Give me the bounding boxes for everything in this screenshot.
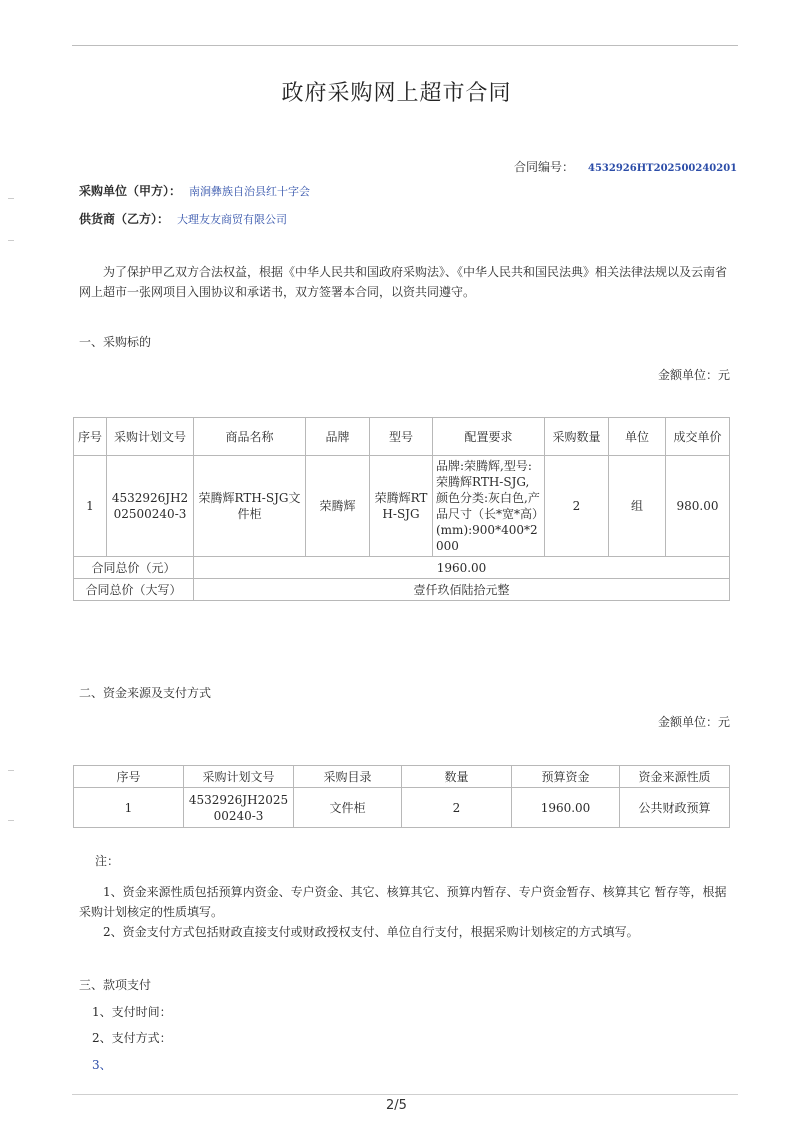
catalog-cell: 文件柜 (294, 788, 402, 828)
header-cell: 商品名称 (194, 418, 306, 456)
contract-number-value: 4532926HT202500240201 (588, 163, 738, 174)
supplier-value: 大理友友商贸有限公司 (177, 213, 288, 226)
qty-cell: 2 (545, 456, 609, 557)
header-cell: 序号 (74, 418, 107, 456)
product-cell: 荣腾辉RTH-SJG文件柜 (194, 456, 306, 557)
source-cell: 公共财政预算 (620, 788, 730, 828)
unit-cell: 组 (609, 456, 666, 557)
header-cell: 型号 (370, 418, 433, 456)
section1-unit: 金额单位：元 (657, 368, 730, 382)
scan-mark (8, 820, 14, 821)
price-cell: 980.00 (666, 456, 730, 557)
total-cn-row (74, 579, 730, 601)
header-cell: 单位 (609, 418, 666, 456)
section2-heading: 二、资金来源及支付方式 (79, 686, 212, 700)
brand-cell: 荣腾辉 (306, 456, 370, 557)
scan-mark (8, 198, 14, 199)
total-label: 合同总价（元） (74, 557, 194, 579)
payment-item-3: 3、 (92, 1058, 112, 1072)
header-cell: 采购数量 (545, 418, 609, 456)
supplier-label: 供货商（乙方）： (79, 212, 170, 226)
top-rule (72, 45, 738, 46)
plan-no-cell: 4532926JH202500240-3 (184, 788, 294, 828)
page-number: 2/5 (386, 1098, 407, 1113)
seq-cell: 1 (74, 788, 184, 828)
payment-time: 1、支付时间： (92, 1005, 172, 1019)
config-cell: 品牌:荣腾辉,型号:荣腾辉RTH-SJG,颜色分类:灰白色,产品尺寸（长*宽*高）(mm):900*400*2000 (433, 456, 545, 557)
goods-table (73, 417, 730, 601)
total-row (74, 557, 730, 579)
header-cell: 配置要求 (433, 418, 545, 456)
header-cell: 采购计划文号 (184, 766, 294, 788)
funding-table (73, 765, 730, 828)
header-cell: 数量 (402, 766, 512, 788)
document-title: 政府采购网上超市合同 (281, 81, 512, 106)
table-row (74, 788, 730, 828)
buyer-value: 南涧彝族自治县红十字会 (189, 185, 311, 198)
note-2: 2、资金支付方式包括财政直接支付或财政授权支付、单位自行支付，根据采购计划核定的方式填写。 (103, 925, 639, 939)
goods-header-row (74, 418, 730, 456)
funding-header-row (74, 766, 730, 788)
contract-number (514, 158, 737, 175)
table-row (74, 456, 730, 557)
header-cell: 成交单价 (666, 418, 730, 456)
section3-heading: 三、款项支付 (79, 978, 152, 992)
note-1: 1、资金来源性质包括预算内资金、专户资金、其它、核算其它、预算内暂存、专户资金暂存、核算其它 暂存等，根据采购计划核定的性质填写。 (79, 885, 727, 919)
seq-cell: 1 (74, 456, 107, 557)
section2-unit: 金额单位：元 (657, 715, 730, 729)
plan-no-cell: 4532926JH202500240-3 (107, 456, 194, 557)
header-cell: 预算资金 (512, 766, 620, 788)
buyer-label: 采购单位（甲方）： (79, 184, 182, 198)
note-title: 注： (95, 854, 120, 868)
scan-mark (8, 240, 14, 241)
header-cell: 序号 (74, 766, 184, 788)
total-value: 1960.00 (194, 557, 730, 579)
header-cell: 资金来源性质 (620, 766, 730, 788)
header-cell: 品牌 (306, 418, 370, 456)
scan-mark (8, 770, 14, 771)
total-cn-label: 合同总价（大写） (74, 579, 194, 601)
supplier-line (79, 210, 287, 227)
header-cell: 采购计划文号 (107, 418, 194, 456)
budget-cell: 1960.00 (512, 788, 620, 828)
qty-cell: 2 (402, 788, 512, 828)
payment-method: 2、支付方式： (92, 1031, 172, 1045)
buyer-line (79, 182, 310, 199)
bottom-rule (72, 1094, 738, 1095)
contract-number-label: 合同编号： (514, 160, 575, 174)
intro-paragraph: 为了保护甲乙双方合法权益，根据《中华人民共和国政府采购法》、《中华人民共和国民法典》相关法律法规以及云南省网上超市一张网项目入围协议和承诺书，双方签署本合同，以资共同遵守。 (79, 265, 728, 299)
total-cn-value: 壹仟玖佰陆拾元整 (194, 579, 730, 601)
header-cell: 采购目录 (294, 766, 402, 788)
model-cell: 荣腾辉RTH-SJG (370, 456, 433, 557)
section1-heading: 一、采购标的 (79, 335, 152, 349)
